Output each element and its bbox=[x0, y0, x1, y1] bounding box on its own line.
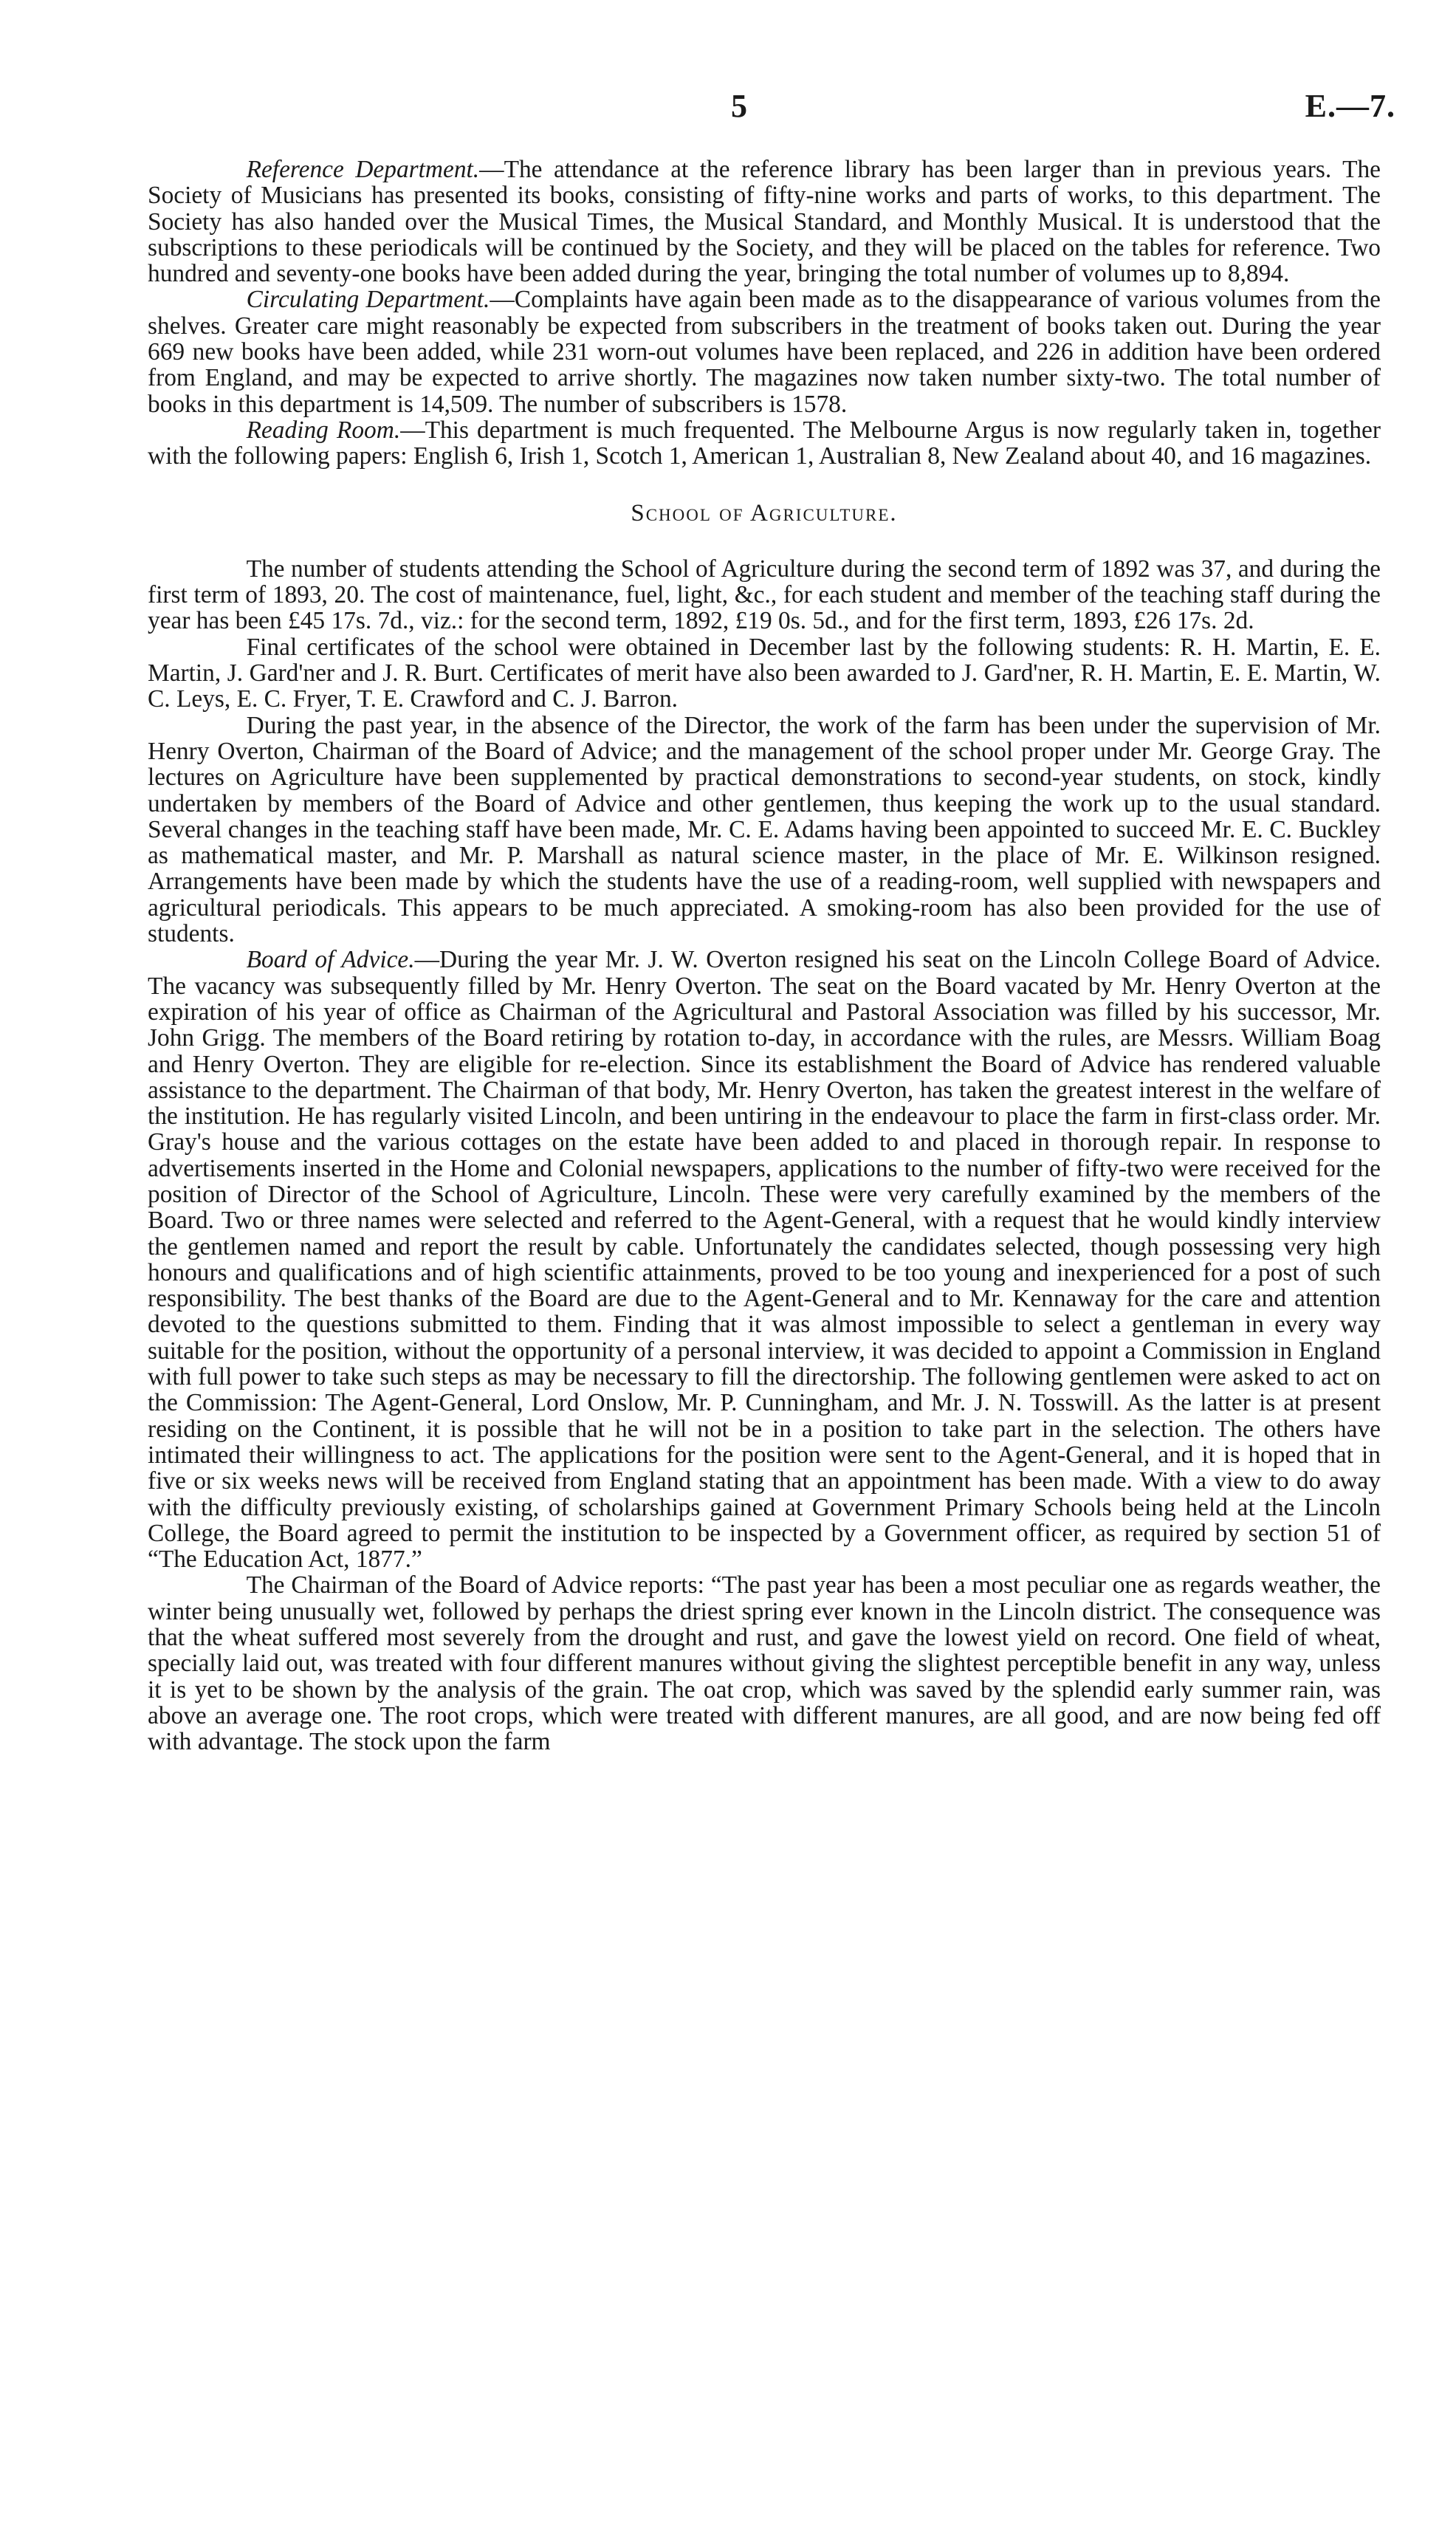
paragraph-lead: Reading Room. bbox=[246, 416, 401, 444]
paragraph-reading-room bbox=[148, 417, 1381, 470]
paragraph-board-of-advice bbox=[148, 947, 1381, 1572]
paragraph-agriculture-certificates: Final certificates of the school were obtained in December last by the following students: R. H. Martin, E. E. Martin, J. Gard'ner and J. R. Burt. Certificates of merit have also been awarded to J. Gard'ner, R. H. Martin, E. E. Martin, W. C. Leys, E. C. Fryer, T. E. Crawford and C. J. Barron. bbox=[148, 633, 1381, 713]
page-header bbox=[148, 87, 1395, 131]
paragraph-lead: Circulating Department. bbox=[246, 286, 490, 314]
paragraph-circulating-department bbox=[148, 287, 1381, 416]
paragraph-reference-department bbox=[148, 157, 1381, 287]
paragraph-body: —The attendance at the reference library has been larger than in previous years. The Society of Musicians has presented its books, consisting of fifty-nine works and parts of works, to this department. The Society has also handed over the Musical Times, the Musical Standard, and Monthly Musical. It is understood that the subscriptions to these periodicals will be continued by the Society, and they will be placed on the tables for reference. Two hundred and seventy-one books have been added during the year, bringing the total number of volumes up to 8,894. bbox=[148, 156, 1381, 288]
page-number: 5 bbox=[731, 88, 747, 124]
paragraph-lead: Board of Advice. bbox=[246, 946, 415, 974]
paragraph-chairman-report: The Chairman of the Board of Advice reports: “The past year has been a most peculiar one as regards weather, the winter being unusually wet, followed by perhaps the driest spring ever known in the Lincoln district. The consequence was that the wheat suffered most severely from the drought and rust, and gave the lowest yield on record. One field of wheat, specially laid out, was treated with four different manures without giving the slightest perceptible benefit in any way, unless it is yet to be shown by the analysis of the grain. The oat crop, which was saved by the splendid early summer rain, was above an average one. The root crops, which were treated with different manures, are all good, and are now being fed off with advantage. The stock upon the farm bbox=[148, 1571, 1381, 1756]
body-text bbox=[148, 157, 1381, 1755]
paragraph-agriculture-students: The number of students attending the School of Agriculture during the second term of 1892 was 37, and during the first term of 1893, 20. The cost of maintenance, fuel, light, &c., for each student and member of the teaching staff during the year has been £45 17s. 7d., viz.: for the second term, 1892, £19 0s. 5d., and for the first term, 1893, £26 17s. 2d. bbox=[148, 555, 1381, 635]
paragraph-body: —During the year Mr. J. W. Overton resigned his seat on the Lincoln College Board of Advice. The vacancy was subsequently filled by Mr. Henry Overton. The seat on the Board vacated by Mr. Henry Overton at the expiration of his year of office as Chairman of the Agricultural and Pastoral Association was filled by his successor, Mr. John Grigg. The members of the Board retiring by rotation to-day, in accordance with the rules, are Messrs. William Boag and Henry Overton. They are eligible for re-election. Since its establishment the Board of Advice has rendered valuable assistance to the department. The Chairman of that body, Mr. Henry Overton, has taken the greatest interest in the welfare of the institution. He has regularly visited Lincoln, and been untiring in the endeavour to place the farm in first-class order. Mr. Gray's house and the various cottages on the estate have been added to and placed in thorough repair. In response to advertisements inserted in the Home and Colonial newspapers, applications to the number of fifty-two were received for the position of Director of the School of Agriculture, Lincoln. These were very carefully examined by the members of the Board. Two or three names were selected and referred to the Agent-General, with a request that he would kindly interview the gentlemen named and report the result by cable. Unfortunately the candidates selected, though possessing very high honours and qualifications and of high scientific attainments, proved to be too young and inexperienced for a post of such responsibility. The best thanks of the Board are due to the Agent-General and to Mr. Kennaway for the care and attention devoted to the questions submitted to them. Finding that it was almost impossible to select a gentleman in every way suitable for the position, without the opportunity of a personal interview, it was decided to appoint a Commission in England with full power to take such steps as may be necessary to fill the directorship. The following gentlemen were asked to act on the Commission: The Agent-General, Lord Onslow, Mr. P. Cunningham, and Mr. J. N. Tosswill. As the latter is at present residing on the Continent, it is possible that he will not be in a position to take part in the selection. The others have intimated their willingness to act. The applications for the position were sent to the Agent-General, and it is hoped that in five or six weeks news will be received from England stating that an appointment has been made. With a view to do away with the difficulty previously existing, of scholarships gained at Government Primary Schools being held at the Lincoln College, the Board agreed to permit the institution to be inspected by a Government officer, as required by section 51 of “The Education Act, 1877.” bbox=[148, 946, 1381, 1574]
paragraph-agriculture-director: During the past year, in the absence of the Director, the work of the farm has been under the supervision of Mr. Henry Overton, Chairman of the Board of Advice; and the management of the school proper under Mr. George Gray. The lectures on Agriculture have been supplemented by practical demonstrations to second-year students, on stock, kindly undertaken by members of the Board of Advice and other gentlemen, thus keeping the work up to the usual standard. Several changes in the teaching staff have been made, Mr. C. E. Adams having been appointed to succeed Mr. E. C. Buckley as mathematical master, and Mr. P. Marshall as natural science master, in the place of Mr. E. Wilkinson resigned. Arrangements have been made by which the students have the use of a reading-room, well supplied with newspapers and agricultural periodicals. This appears to be much appreciated. A smoking-room has also been provided for the use of students. bbox=[148, 711, 1381, 948]
paragraph-lead: Reference Department. bbox=[246, 156, 480, 183]
paragraph-body: —This department is much frequented. The Melbourne Argus is now regularly taken in, together with the following papers: English 6, Irish 1, Scotch 1, American 1, Australian 8, New Zealand about 40, and 16 magazines. bbox=[148, 416, 1381, 470]
section-heading: School of Agriculture. bbox=[631, 499, 898, 527]
document-code: E.—7. bbox=[1305, 88, 1395, 124]
paragraph-body: —Complaints have again been made as to the disappearance of various volumes from the shelves. Greater care might reasonably be expected from subscribers in the treatment of books taken out. During the year 669 new books have been added, while 231 worn-out volumes have been replaced, and 226 in addition have been ordered from England, and may be expected to arrive shortly. The magazines now taken number sixty-two. The total number of books in this department is 14,509. The number of subscribers is 1578. bbox=[148, 286, 1381, 418]
